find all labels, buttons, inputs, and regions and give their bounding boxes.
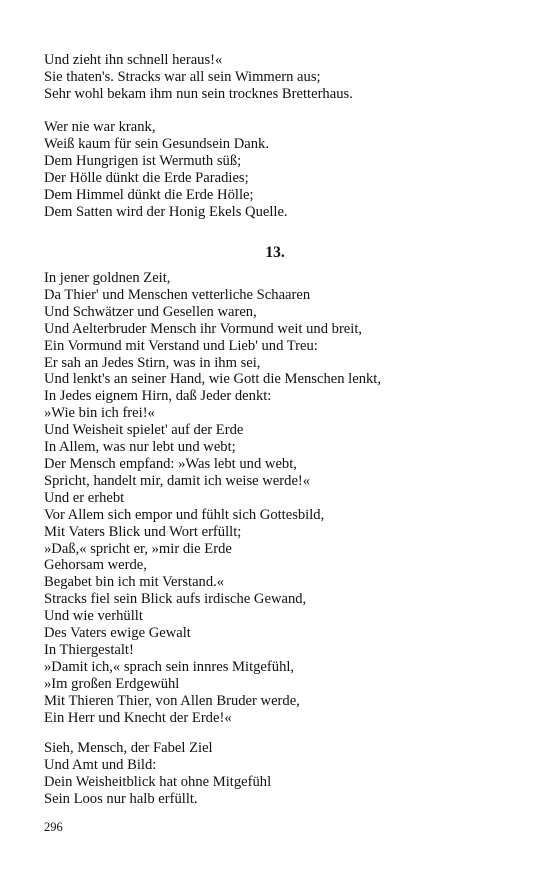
- verse-line: Er sah an Jedes Stirn, was in ihm sei,: [44, 354, 261, 371]
- verse-line: In Thiergestalt!: [44, 641, 134, 658]
- verse-line: Des Vaters ewige Gewalt: [44, 625, 191, 642]
- verse-line: Ein Vormund mit Verstand und Lieb' und Treu:: [44, 337, 318, 354]
- verse-line: Mit Vaters Blick und Wort erfüllt;: [44, 523, 242, 540]
- verse-line: Der Hölle dünkt die Erde Paradies;: [44, 169, 249, 186]
- verse-line: Und wie verhüllt: [44, 608, 143, 625]
- verse-line: In Jedes eignem Hirn, daß Jeder denkt:: [44, 388, 272, 405]
- verse-line: »Wie bin ich frei!«: [44, 405, 155, 422]
- verse-line: Und lenkt's an seiner Hand, wie Gott die Menschen lenkt,: [44, 371, 381, 388]
- verse-line: In Allem, was nur lebt und webt;: [44, 439, 236, 456]
- verse-line: Weiß kaum für sein Gesundsein Dank.: [44, 135, 269, 152]
- verse-line: Mit Thieren Thier, von Allen Bruder werde,: [44, 692, 300, 709]
- verse-line: Und zieht ihn schnell heraus!«: [44, 52, 223, 68]
- verse-line: Da Thier' und Menschen vetterliche Schaaren: [44, 286, 311, 303]
- stanza-2: [44, 119, 514, 220]
- verse-line: Und er erhebt: [44, 489, 125, 506]
- verse-line: Dem Himmel dünkt die Erde Hölle;: [44, 186, 254, 203]
- verse-line: »Daß,« spricht er, »mir die Erde: [44, 540, 232, 557]
- section-heading: 13.: [265, 244, 285, 261]
- verse-line: Sein Loos nur halb erfüllt.: [44, 790, 198, 807]
- verse-line: Sieh, Mensch, der Fabel Ziel: [44, 740, 213, 756]
- verse-line: Begabet bin ich mit Verstand.«: [44, 574, 225, 591]
- stanza-1: [44, 52, 514, 103]
- verse-line: Sie thaten's. Stracks war all sein Wimmern aus;: [44, 68, 321, 85]
- verse-line: »Im großen Erdgewühl: [44, 675, 180, 692]
- verse-line: Gehorsam werde,: [44, 557, 147, 574]
- verse-line: Wer nie war krank,: [44, 119, 156, 135]
- verse-line: Stracks fiel sein Blick aufs irdische Gewand,: [44, 591, 307, 608]
- stanza-3: [44, 270, 514, 726]
- page-number: 296: [44, 820, 63, 834]
- verse-line: Ein Herr und Knecht der Erde!«: [44, 709, 232, 726]
- verse-line: Der Mensch empfand: »Was lebt und webt,: [44, 455, 297, 472]
- verse-line: In jener goldnen Zeit,: [44, 270, 171, 286]
- verse-line: »Damit ich,« sprach sein innres Mitgefühl,: [44, 658, 295, 675]
- verse-line: Und Amt und Bild:: [44, 756, 157, 773]
- verse-line: Spricht, handelt mir, damit ich weise werde!«: [44, 472, 311, 489]
- verse-line: Und Schwätzer und Gesellen waren,: [44, 303, 257, 320]
- stanza-4: [44, 740, 514, 808]
- verse-line: Vor Allem sich empor und fühlt sich Gottesbild,: [44, 506, 325, 523]
- verse-line: Und Weisheit spielet' auf der Erde: [44, 422, 244, 439]
- verse-line: Sehr wohl bekam ihm nun sein trocknes Bretterhaus.: [44, 85, 353, 102]
- verse-line: Dem Satten wird der Honig Ekels Quelle.: [44, 203, 288, 220]
- verse-line: Und Aelterbruder Mensch ihr Vormund weit und breit,: [44, 320, 363, 337]
- verse-line: Dein Weisheitblick hat ohne Mitgefühl: [44, 773, 272, 790]
- verse-line: Dem Hungrigen ist Wermuth süß;: [44, 152, 242, 169]
